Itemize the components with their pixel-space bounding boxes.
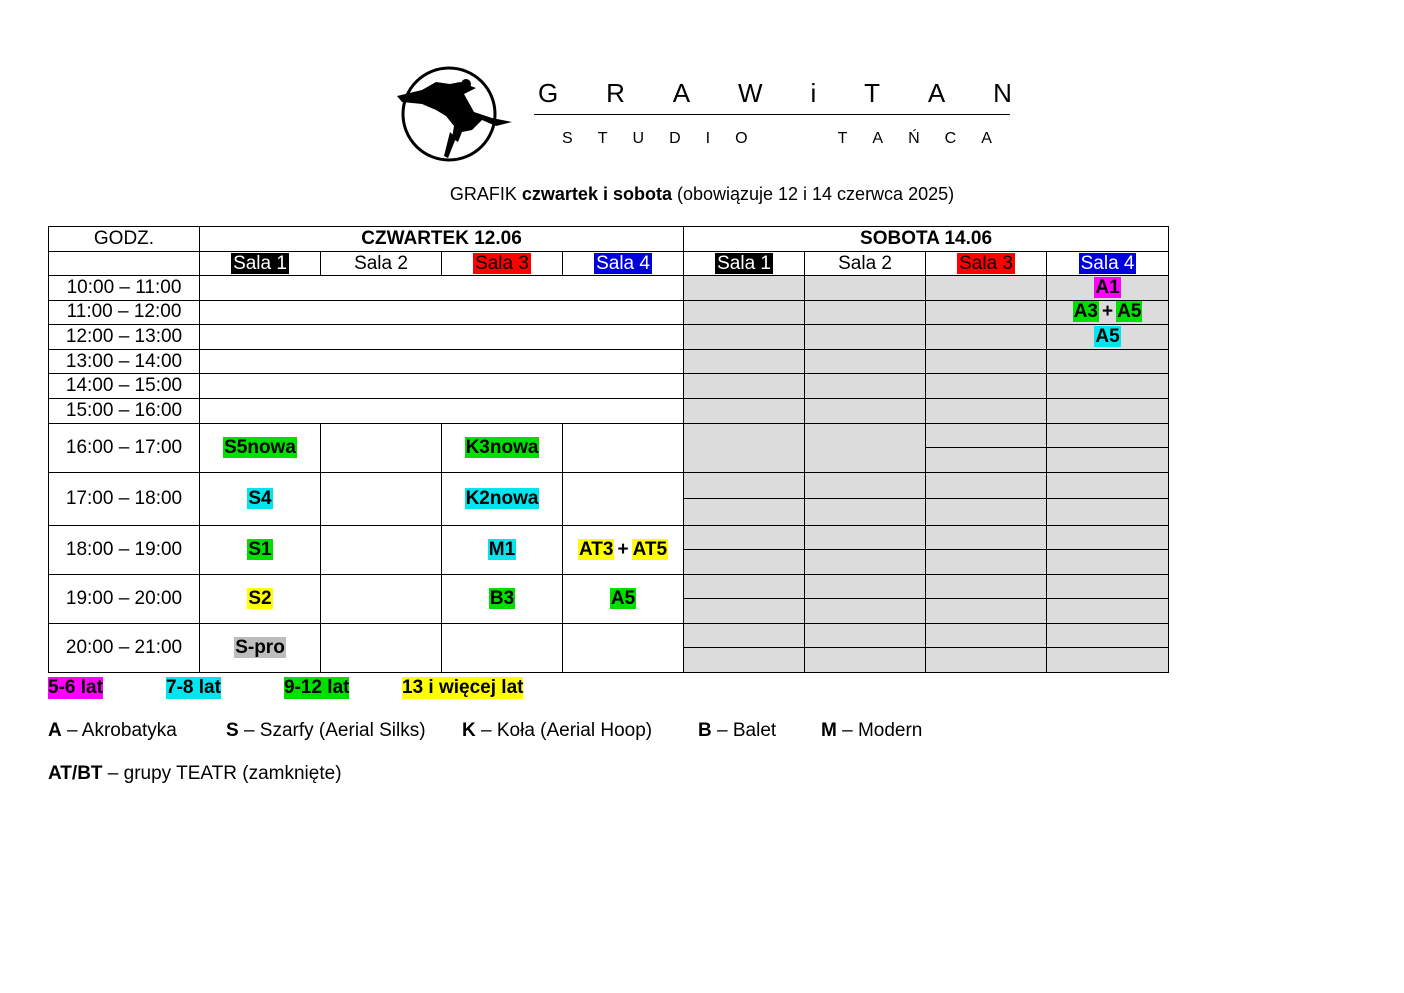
class-tag: B3 <box>489 587 515 609</box>
thu-cell <box>200 525 321 574</box>
sat-cell <box>805 276 926 301</box>
class-tag: AT5 <box>632 538 668 560</box>
studio-logo <box>392 60 1012 170</box>
age-legend-item: 13 i więcej lat <box>402 677 524 698</box>
sat-cell <box>1047 374 1169 399</box>
abbreviation-item <box>48 720 177 742</box>
thu-cell <box>563 525 684 574</box>
table-row <box>49 423 1169 472</box>
abbr-desc: – Akrobatyka <box>61 720 177 741</box>
sat-sala4-header <box>1047 252 1169 276</box>
class-tag: K2nowa <box>465 487 539 509</box>
abbr-key: S <box>226 720 239 741</box>
table-row <box>49 525 1169 574</box>
empty-cell <box>49 252 200 276</box>
sat-cell <box>805 623 926 672</box>
class-tag: A1 <box>1095 276 1120 298</box>
thu-sala3-header <box>442 252 563 276</box>
abbr-key: AT/BT <box>48 763 103 784</box>
sala-label: Sala 2 <box>838 252 892 274</box>
sat-cell <box>684 300 805 325</box>
sat-cell <box>805 472 926 525</box>
table-row <box>49 276 1169 301</box>
brand-divider <box>534 114 1010 115</box>
sat-cell <box>684 276 805 301</box>
sat-cell <box>1047 349 1169 374</box>
table-row <box>49 374 1169 399</box>
abbreviation-item <box>48 763 342 785</box>
table-row <box>49 325 1169 350</box>
brand-letter: R <box>606 78 625 108</box>
sat-cell <box>1047 472 1169 525</box>
class-tag: K3nowa <box>465 436 539 458</box>
thu-cell <box>321 423 442 472</box>
table-row <box>49 472 1169 525</box>
table-row <box>49 574 1169 623</box>
thu-cell <box>563 623 684 672</box>
thu-cell <box>321 472 442 525</box>
brand-name <box>538 78 1012 109</box>
sat-cell <box>684 349 805 374</box>
thu-cell <box>442 472 563 525</box>
hour-cell: 13:00 – 14:00 <box>49 349 200 374</box>
thu-cell <box>200 574 321 623</box>
subtitle-letter: C <box>944 130 957 147</box>
sat-cell <box>805 349 926 374</box>
hour-cell: 18:00 – 19:00 <box>49 525 200 574</box>
thu-cell <box>563 423 684 472</box>
plus-sign: + <box>1101 301 1114 323</box>
sat-cell <box>684 423 805 472</box>
sat-cell <box>926 472 1047 525</box>
thu-cell <box>200 423 321 472</box>
sat-sala2-header <box>805 252 926 276</box>
subtitle-letter: Ń <box>908 130 920 147</box>
saturday-header: SOBOTA 14.06 <box>684 227 1169 252</box>
sat-cell <box>684 574 805 623</box>
sat-cell <box>1047 525 1169 574</box>
abbr-desc: – Szarfy (Aerial Silks) <box>238 720 426 741</box>
subtitle-letter: S <box>562 130 573 147</box>
schedule-title <box>0 184 1404 205</box>
table-row <box>49 349 1169 374</box>
sat-cell <box>926 623 1047 672</box>
sat-cell <box>926 276 1047 301</box>
brand-letter: G <box>538 78 559 108</box>
sat-cell <box>926 349 1047 374</box>
sat-cell <box>1047 398 1169 423</box>
sala-label: Sala 2 <box>354 252 408 274</box>
sala-label: Sala 3 <box>475 252 529 274</box>
thursday-empty <box>200 300 684 325</box>
sat-cell <box>1047 423 1169 472</box>
subtitle-letter: O <box>735 130 748 147</box>
sat-cell <box>1047 300 1169 325</box>
sat-cell <box>926 300 1047 325</box>
thu-cell <box>442 423 563 472</box>
class-tag: A5 <box>1095 325 1120 347</box>
age-legend-item: 5-6 lat <box>48 677 103 698</box>
sat-cell <box>805 300 926 325</box>
thu-sala2-header <box>321 252 442 276</box>
hour-cell: 10:00 – 11:00 <box>49 276 200 301</box>
sat-cell <box>684 374 805 399</box>
sat-cell <box>805 574 926 623</box>
brand-letter: A <box>672 78 691 108</box>
thursday-empty <box>200 349 684 374</box>
sat-cell <box>684 398 805 423</box>
class-tag: S-pro <box>235 636 285 658</box>
thursday-empty <box>200 325 684 350</box>
abbr-desc: – Balet <box>711 720 777 741</box>
hour-cell: 16:00 – 17:00 <box>49 423 200 472</box>
thu-cell <box>442 574 563 623</box>
class-tag: A3 <box>1073 301 1098 323</box>
class-tag: A5 <box>1117 301 1142 323</box>
sat-cell <box>684 525 805 574</box>
thursday-empty <box>200 374 684 399</box>
abbr-key: A <box>48 720 62 741</box>
thursday-empty <box>200 398 684 423</box>
table-row <box>49 623 1169 672</box>
hour-cell: 15:00 – 16:00 <box>49 398 200 423</box>
thu-cell <box>321 574 442 623</box>
brand-letter: A <box>927 78 946 108</box>
sat-cell <box>926 525 1047 574</box>
sala-label: Sala 1 <box>233 252 287 274</box>
sat-cell <box>1047 574 1169 623</box>
age-legend-item: 7-8 lat <box>166 677 221 698</box>
subtitle-letter: T <box>597 130 608 147</box>
thu-cell <box>442 525 563 574</box>
sat-cell <box>684 472 805 525</box>
class-tag: S5nowa <box>224 436 296 458</box>
subtitle-letter: I <box>705 130 711 147</box>
thu-cell <box>321 525 442 574</box>
class-tag: AT3 <box>578 538 614 560</box>
thursday-header: CZWARTEK 12.06 <box>200 227 684 252</box>
sala-label: Sala 3 <box>959 252 1013 274</box>
brand-letter: i <box>810 78 817 108</box>
sat-cell <box>1047 325 1169 350</box>
sala-label: Sala 4 <box>596 252 650 274</box>
hour-cell: 20:00 – 21:00 <box>49 623 200 672</box>
hour-header: GODZ. <box>49 227 200 252</box>
sat-sala3-header <box>926 252 1047 276</box>
sat-cell <box>1047 276 1169 301</box>
sat-cell <box>805 374 926 399</box>
thu-cell <box>200 623 321 672</box>
table-row <box>49 398 1169 423</box>
abbr-key: M <box>821 720 837 741</box>
class-tag: S1 <box>248 538 272 560</box>
abbr-desc: – Modern <box>836 720 923 741</box>
sat-cell <box>684 325 805 350</box>
subtitle-letter: U <box>632 130 645 147</box>
sat-cell <box>926 574 1047 623</box>
class-tag: S2 <box>248 587 272 609</box>
age-legend-item: 9-12 lat <box>284 677 350 698</box>
hour-cell: 14:00 – 15:00 <box>49 374 200 399</box>
class-tag: A5 <box>610 587 636 609</box>
thu-cell <box>442 623 563 672</box>
hour-cell: 19:00 – 20:00 <box>49 574 200 623</box>
title-validity: (obowiązuje 12 i 14 czerwca 2025) <box>671 184 955 204</box>
abbr-desc: – grupy TEATR (zamknięte) <box>102 763 342 784</box>
title-prefix: GRAFIK <box>449 184 522 204</box>
abbr-key: B <box>698 720 712 741</box>
thu-cell <box>563 472 684 525</box>
brand-letter: T <box>864 78 881 108</box>
abbreviation-item <box>462 720 652 742</box>
subtitle-letter: A <box>872 130 884 147</box>
sala-label: Sala 4 <box>1080 252 1135 274</box>
thu-sala4-header <box>563 252 684 276</box>
thu-cell <box>200 472 321 525</box>
sat-cell <box>805 423 926 472</box>
subtitle-letter: A <box>981 130 992 147</box>
thu-cell <box>563 574 684 623</box>
thu-cell <box>321 623 442 672</box>
class-tag: M1 <box>488 538 516 560</box>
sat-cell <box>926 325 1047 350</box>
schedule-table <box>48 226 1169 673</box>
hour-cell: 11:00 – 12:00 <box>49 300 200 325</box>
dancer-logo-icon <box>392 60 522 170</box>
brand-subtitle <box>562 130 992 148</box>
sat-sala1-header <box>684 252 805 276</box>
subtitle-letter: D <box>669 130 681 147</box>
abbreviation-item <box>821 720 922 742</box>
sat-cell <box>684 623 805 672</box>
thursday-empty <box>200 276 684 301</box>
brand-letter: W <box>738 78 763 108</box>
class-tag: S4 <box>248 487 272 509</box>
abbreviation-item <box>698 720 776 742</box>
sat-cell <box>926 374 1047 399</box>
table-row <box>49 300 1169 325</box>
plus-sign: + <box>617 538 629 560</box>
sat-cell <box>805 398 926 423</box>
abbr-key: K <box>462 720 476 741</box>
sat-cell <box>1047 623 1169 672</box>
sat-cell <box>805 525 926 574</box>
hour-cell: 17:00 – 18:00 <box>49 472 200 525</box>
sala-label: Sala 1 <box>717 252 771 274</box>
subtitle-letter: T <box>837 130 848 147</box>
title-days: czwartek i sobota <box>521 184 672 204</box>
sat-cell <box>926 398 1047 423</box>
hour-cell: 12:00 – 13:00 <box>49 325 200 350</box>
brand-letter: N <box>993 78 1012 108</box>
abbreviation-item <box>226 720 426 742</box>
thu-sala1-header <box>200 252 321 276</box>
abbr-desc: – Koła (Aerial Hoop) <box>475 720 653 741</box>
sat-cell <box>926 423 1047 472</box>
sat-cell <box>805 325 926 350</box>
